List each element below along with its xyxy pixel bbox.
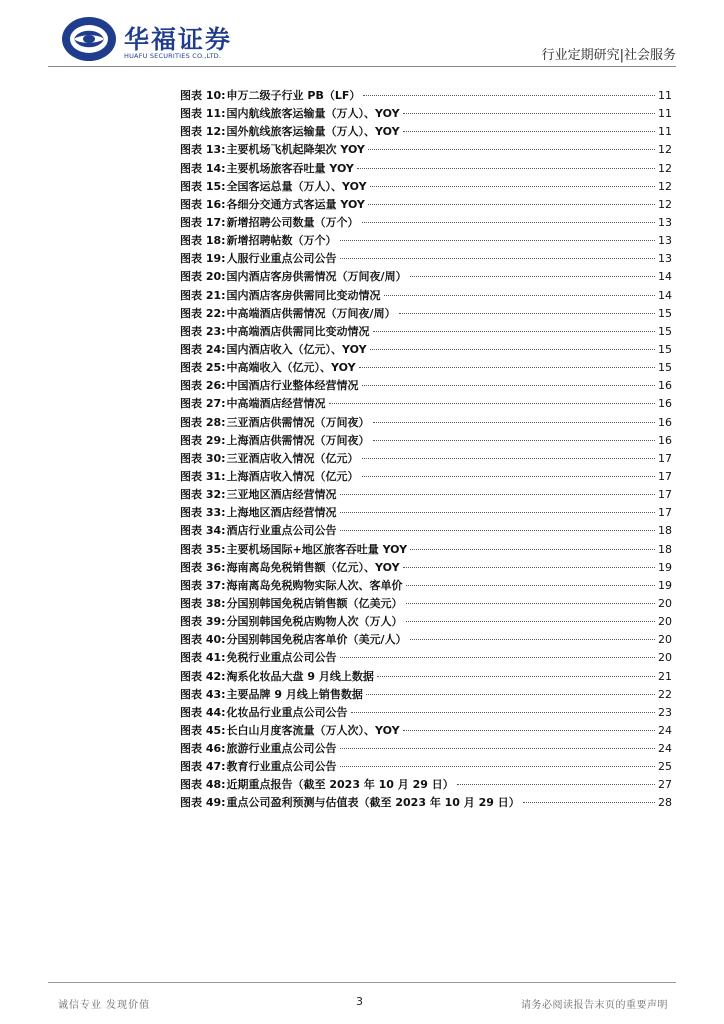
toc-leader-dots — [370, 186, 655, 187]
toc-entry[interactable] — [180, 559, 672, 577]
toc-entry-page: 12 — [658, 161, 672, 175]
toc-entry[interactable] — [180, 450, 672, 468]
toc-entry-title: 主要品牌 9 月线上销售数据 — [226, 687, 363, 701]
toc-entry-title: 淘系化妆品大盘 9 月线上数据 — [226, 669, 374, 683]
toc-entry-title: 近期重点报告（截至 2023 年 10 月 29 日） — [226, 778, 454, 792]
toc-entry-label: 图表 15: — [180, 179, 226, 193]
toc-entry[interactable] — [180, 649, 672, 667]
toc-leader-dots — [410, 276, 655, 277]
toc-entry-page: 19 — [658, 578, 672, 592]
toc-entry-title: 中国酒店行业整体经营情况 — [226, 379, 359, 393]
toc-entry-label: 图表 49: — [180, 796, 226, 810]
toc-entry-label: 图表 41: — [180, 651, 226, 665]
toc-entry-label: 图表 21: — [180, 288, 226, 302]
toc-entry-page: 15 — [658, 361, 672, 375]
toc-entry-title: 上海酒店供需情况（万间夜） — [226, 433, 370, 447]
toc-leader-dots — [340, 494, 655, 495]
toc-leader-dots — [457, 784, 655, 785]
toc-entry-page: 17 — [658, 506, 672, 520]
toc-entry[interactable] — [180, 758, 672, 776]
toc-entry-title: 中高端酒店供需同比变动情况 — [226, 324, 370, 338]
toc-entry-label: 图表 42: — [180, 669, 226, 683]
toc-entry[interactable] — [180, 613, 672, 631]
figure-list — [180, 87, 672, 813]
toc-entry[interactable] — [180, 214, 672, 232]
toc-entry-title: 申万二级子行业 PB（LF） — [226, 89, 361, 102]
toc-entry-label: 图表 33: — [180, 506, 226, 520]
toc-entry[interactable] — [180, 395, 672, 413]
toc-entry-page: 28 — [658, 796, 672, 810]
toc-entry-title: 教育行业重点公司公告 — [226, 760, 337, 774]
toc-entry-label: 图表 35: — [180, 542, 226, 556]
toc-entry-label: 图表 26: — [180, 379, 226, 393]
toc-entry-label: 图表 38: — [180, 596, 226, 610]
toc-entry-page: 17 — [658, 488, 672, 502]
toc-entry[interactable] — [180, 305, 672, 323]
toc-entry[interactable] — [180, 268, 672, 286]
toc-entry[interactable] — [180, 704, 672, 722]
toc-leader-dots — [368, 204, 655, 205]
toc-leader-dots — [403, 567, 655, 568]
toc-entry-title: 国内酒店客房供需同比变动情况 — [226, 288, 381, 302]
toc-entry-page: 20 — [658, 651, 672, 665]
toc-entry-label: 图表 28: — [180, 415, 226, 429]
toc-entry-title: 化妆品行业重点公司公告 — [226, 705, 348, 719]
toc-entry[interactable] — [180, 160, 672, 178]
toc-entry-title: 主要机场飞机起降架次 YOY — [226, 143, 365, 157]
toc-entry[interactable] — [180, 577, 672, 595]
toc-entry-page: 12 — [658, 143, 672, 157]
toc-leader-dots — [362, 222, 655, 223]
footer-divider — [48, 982, 676, 983]
toc-entry-label: 图表 10: — [180, 89, 226, 102]
logo-chinese-name: 华福证券 — [124, 25, 233, 54]
toc-entry[interactable] — [180, 377, 672, 395]
toc-entry-title: 人服行业重点公司公告 — [226, 252, 337, 266]
toc-leader-dots — [363, 95, 655, 96]
toc-entry[interactable] — [180, 414, 672, 432]
toc-entry-title: 主要机场国际+地区旅客吞吐量 YOY — [226, 542, 408, 556]
toc-entry-label: 图表 16: — [180, 197, 226, 211]
toc-entry-title: 中高端酒店供需情况（万间夜/周） — [226, 306, 396, 320]
toc-entry[interactable] — [180, 595, 672, 613]
toc-entry-title: 海南离岛免税购物实际人次、客单价 — [226, 578, 403, 592]
toc-entry[interactable] — [180, 359, 672, 377]
toc-entry-page: 16 — [658, 415, 672, 429]
toc-entry-label: 图表 29: — [180, 433, 226, 447]
toc-entry-label: 图表 17: — [180, 215, 226, 229]
toc-leader-dots — [403, 113, 655, 114]
toc-entry-label: 图表 45: — [180, 723, 226, 737]
toc-leader-dots — [377, 676, 655, 677]
toc-entry-title: 三亚酒店供需情况（万间夜） — [226, 415, 370, 429]
toc-leader-dots — [362, 458, 655, 459]
toc-entry-label: 图表 19: — [180, 252, 226, 266]
toc-entry-title: 海南离岛免税销售额（亿元）、YOY — [226, 560, 400, 574]
logo-english-name: HUAFU SECURITIES CO.,LTD. — [124, 52, 222, 60]
toc-entry-label: 图表 27: — [180, 397, 226, 411]
toc-entry-title: 旅游行业重点公司公告 — [226, 742, 337, 756]
toc-leader-dots — [351, 712, 655, 713]
toc-entry-title: 主要机场旅客吞吐量 YOY — [226, 161, 354, 175]
toc-leader-dots — [366, 694, 655, 695]
toc-entry-label: 图表 48: — [180, 778, 226, 792]
toc-entry-label: 图表 43: — [180, 687, 226, 701]
toc-entry[interactable] — [180, 486, 672, 504]
toc-entry-label: 图表 44: — [180, 705, 226, 719]
toc-entry-page: 13 — [658, 215, 672, 229]
toc-entry-label: 图表 11: — [180, 107, 226, 121]
toc-entry-title: 全国客运总量（万人）、YOY — [226, 179, 367, 193]
toc-entry-page: 27 — [658, 778, 672, 792]
toc-entry-label: 图表 32: — [180, 488, 226, 502]
toc-entry-page: 14 — [658, 288, 672, 302]
page-header — [0, 0, 724, 80]
toc-entry-title: 三亚酒店收入情况（亿元） — [226, 451, 359, 465]
toc-entry-label: 图表 23: — [180, 324, 226, 338]
toc-leader-dots — [406, 603, 655, 604]
toc-entry-title: 国内酒店收入（亿元）、YOY — [226, 342, 367, 356]
toc-entry-title: 新增招聘帖数（万个） — [226, 234, 337, 248]
toc-entry-title: 分国别韩国免税店购物人次（万人） — [226, 615, 403, 629]
toc-entry-page: 24 — [658, 742, 672, 756]
toc-entry[interactable] — [180, 504, 672, 522]
toc-leader-dots — [340, 530, 655, 531]
toc-entry-label: 图表 37: — [180, 578, 226, 592]
toc-entry-label: 图表 14: — [180, 161, 226, 175]
toc-entry[interactable] — [180, 87, 672, 105]
toc-leader-dots — [523, 802, 655, 803]
toc-entry-label: 图表 34: — [180, 524, 226, 538]
toc-entry-page: 18 — [658, 524, 672, 538]
toc-entry[interactable] — [180, 686, 672, 704]
toc-entry[interactable] — [180, 740, 672, 758]
toc-leader-dots — [410, 639, 655, 640]
toc-leader-dots — [406, 621, 655, 622]
toc-entry[interactable] — [180, 541, 672, 559]
toc-entry-page: 20 — [658, 596, 672, 610]
toc-entry-title: 国内航线旅客运输量（万人）、YOY — [226, 107, 400, 121]
toc-entry-title: 中高端酒店经营情况 — [226, 397, 326, 411]
toc-entry-label: 图表 24: — [180, 342, 226, 356]
toc-entry-page: 11 — [658, 125, 672, 139]
toc-leader-dots — [357, 168, 655, 169]
footer-disclaimer: 请务必阅读报告末页的重要声明 — [521, 1000, 668, 1011]
toc-entry-title: 分国别韩国免税店客单价（美元/人） — [226, 633, 407, 647]
toc-entry-label: 图表 46: — [180, 742, 226, 756]
toc-entry[interactable] — [180, 468, 672, 486]
toc-leader-dots — [340, 657, 655, 658]
toc-entry-page: 15 — [658, 324, 672, 338]
toc-entry-page: 16 — [658, 379, 672, 393]
toc-leader-dots — [362, 476, 655, 477]
toc-leader-dots — [340, 766, 655, 767]
toc-entry-title: 分国别韩国免税店销售额（亿美元） — [226, 596, 403, 610]
toc-entry[interactable] — [180, 631, 672, 649]
toc-entry-label: 图表 40: — [180, 633, 226, 647]
toc-entry-page: 21 — [658, 669, 672, 683]
toc-entry-page: 25 — [658, 760, 672, 774]
toc-entry-page: 19 — [658, 560, 672, 574]
toc-entry-label: 图表 20: — [180, 270, 226, 284]
toc-entry[interactable] — [180, 522, 672, 540]
toc-entry[interactable] — [180, 105, 672, 123]
toc-entry[interactable] — [180, 196, 672, 214]
toc-leader-dots — [373, 422, 655, 423]
toc-entry[interactable] — [180, 323, 672, 341]
toc-leader-dots — [370, 349, 655, 350]
toc-entry-page: 16 — [658, 433, 672, 447]
toc-entry-title: 重点公司盈利预测与估值表（截至 2023 年 10 月 29 日） — [226, 796, 520, 810]
toc-entry-title: 新增招聘公司数量（万个） — [226, 215, 359, 229]
toc-entry-page: 16 — [658, 397, 672, 411]
toc-leader-dots — [340, 258, 655, 259]
toc-entry-label: 图表 12: — [180, 125, 226, 139]
toc-entry-label: 图表 30: — [180, 451, 226, 465]
toc-leader-dots — [362, 385, 655, 386]
toc-entry-title: 免税行业重点公司公告 — [226, 651, 337, 665]
toc-entry[interactable] — [180, 341, 672, 359]
toc-leader-dots — [403, 131, 655, 132]
toc-entry-page: 13 — [658, 234, 672, 248]
toc-entry-title: 长白山月度客流量（万人次）、YOY — [226, 723, 400, 737]
toc-entry-page: 12 — [658, 197, 672, 211]
toc-entry-page: 14 — [658, 270, 672, 284]
toc-entry[interactable] — [180, 287, 672, 305]
toc-entry-title: 酒店行业重点公司公告 — [226, 524, 337, 538]
toc-entry-label: 图表 31: — [180, 469, 226, 483]
toc-entry-page: 11 — [658, 89, 672, 102]
toc-entry-label: 图表 13: — [180, 143, 226, 157]
toc-entry[interactable] — [180, 776, 672, 794]
toc-entry-page: 20 — [658, 615, 672, 629]
toc-entry[interactable] — [180, 123, 672, 141]
page-number: 3 — [356, 995, 363, 1008]
toc-entry-label: 图表 22: — [180, 306, 226, 320]
toc-entry-page: 20 — [658, 633, 672, 647]
toc-entry-page: 15 — [658, 306, 672, 320]
toc-entry-title: 国内酒店客房供需情况（万间夜/周） — [226, 270, 407, 284]
toc-leader-dots — [329, 403, 655, 404]
toc-entry-page: 23 — [658, 705, 672, 719]
toc-leader-dots — [373, 331, 655, 332]
toc-entry-label: 图表 25: — [180, 361, 226, 375]
toc-entry-page: 18 — [658, 542, 672, 556]
toc-entry-page: 17 — [658, 469, 672, 483]
toc-leader-dots — [384, 295, 655, 296]
toc-leader-dots — [368, 149, 655, 150]
toc-entry[interactable] — [180, 250, 672, 268]
document-category: 行业定期研究|社会服务 — [541, 48, 676, 63]
toc-leader-dots — [340, 240, 655, 241]
toc-entry-title: 中高端收入（亿元）、YOY — [226, 361, 356, 375]
toc-leader-dots — [359, 367, 655, 368]
toc-entry[interactable] — [180, 178, 672, 196]
toc-leader-dots — [410, 549, 655, 550]
toc-entry-title: 上海地区酒店经营情况 — [226, 506, 337, 520]
toc-entry[interactable] — [180, 722, 672, 740]
toc-entry[interactable] — [180, 668, 672, 686]
company-logo — [60, 14, 300, 64]
toc-entry-page: 12 — [658, 179, 672, 193]
header-divider — [48, 66, 676, 67]
toc-leader-dots — [399, 313, 655, 314]
toc-entry[interactable] — [180, 141, 672, 159]
toc-entry[interactable] — [180, 794, 672, 812]
toc-entry-page: 11 — [658, 107, 672, 121]
toc-entry-label: 图表 36: — [180, 560, 226, 574]
toc-leader-dots — [373, 440, 655, 441]
toc-entry-title: 三亚地区酒店经营情况 — [226, 488, 337, 502]
toc-entry-page: 17 — [658, 451, 672, 465]
toc-entry-page: 24 — [658, 723, 672, 737]
toc-leader-dots — [406, 585, 655, 586]
toc-entry-label: 图表 18: — [180, 234, 226, 248]
toc-entry-page: 15 — [658, 342, 672, 356]
toc-leader-dots — [403, 730, 655, 731]
toc-leader-dots — [340, 512, 655, 513]
huafu-logo-icon — [60, 14, 118, 64]
toc-entry[interactable] — [180, 232, 672, 250]
toc-entry[interactable] — [180, 432, 672, 450]
toc-entry-title: 上海酒店收入情况（亿元） — [226, 469, 359, 483]
footer-slogan: 诚信专业 发现价值 — [58, 1000, 151, 1011]
toc-entry-label: 图表 47: — [180, 760, 226, 774]
toc-leader-dots — [340, 748, 655, 749]
toc-entry-title: 国外航线旅客运输量（万人）、YOY — [226, 125, 400, 139]
toc-entry-page: 22 — [658, 687, 672, 701]
toc-entry-page: 13 — [658, 252, 672, 266]
toc-entry-title: 各细分交通方式客运量 YOY — [226, 197, 365, 211]
toc-entry-label: 图表 39: — [180, 615, 226, 629]
